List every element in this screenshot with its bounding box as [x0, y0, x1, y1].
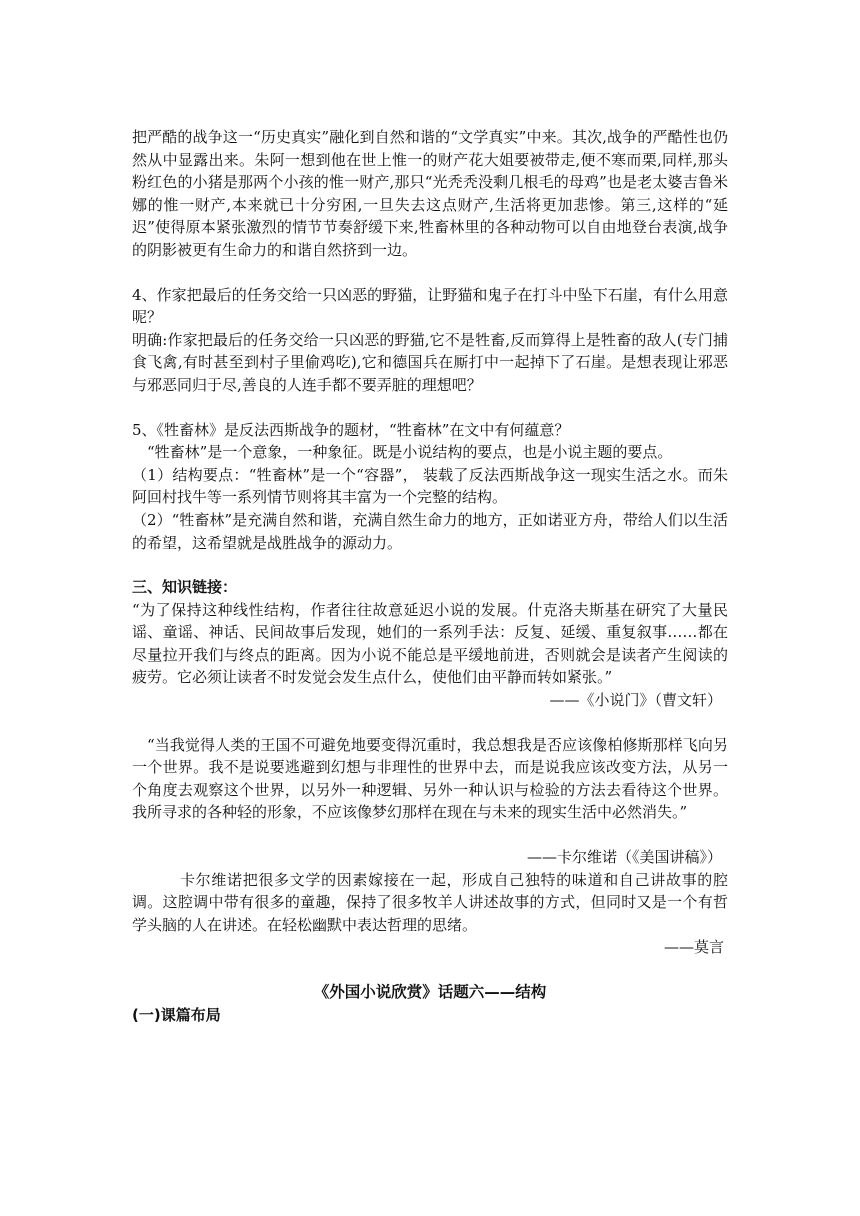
quote-2-source: ——卡尔维诺（《美国讲稿》） — [526, 848, 722, 867]
question-5: 5、《牲畜林》是反法西斯战争的题材，“牲畜林”在文中有何蕴意？ — [132, 420, 570, 439]
quote-1-source: ——《小说门》（曹文轩） — [549, 691, 722, 710]
quote-3: 卡尔维诺把很多文学的因素嫁接在一起，形成自己独特的味道和自己讲故事的腔调。这腔调中带有很多的童趣，保持了很多牧羊人讲述故事的方式，但同时又是一个有哲学头脑的人在讲述。在轻松幽默中表达哲理的思绪。 — [132, 870, 728, 934]
section-3-heading: 三、知识链接： — [132, 578, 238, 597]
answer-5-point-2: （2）“牲畜林”是充满自然和谐，充满自然生命力的地方，正如诺亚方舟，带给人们以生活的希望，这希望就是战胜战争的源动力。 — [132, 510, 728, 552]
quote-1: “为了保持这种线性结构，作者往往故意延迟小说的发展。什克洛夫斯基在研究了大量民谣、童谣、神话、民间故事后发现，她们的一系列手法：反复、延缓、重复叙事……都在尽量拉开我们与终点的距离。因为小说不能总是平缓地前进，否则就会是读者产生阅读的疲劳。它必须让读者不时发觉会发生点什么，使他们由平静而转如紧张。” — [132, 600, 728, 687]
spacer — [132, 959, 728, 981]
question-4: 4、作家把最后的任务交给一只凶恶的野猫，让野猫和鬼子在打斗中坠下石崖，有什么用意呢？ — [132, 285, 728, 327]
spacer — [132, 262, 728, 284]
topic-6-subheading: (一)课篇布局 — [132, 1005, 221, 1024]
spacer — [132, 712, 728, 734]
quote-2: “当我觉得人类的王国不可避免地要变得沉重时，我总想我是否应该像柏修斯那样飞向另一个世界。我不是说要逃避到幻想与非理性的世界中去，而是说我应该改变方法，从另一个角度去观察这个世界，以另外一种逻辑、另外一种认识与检验的方法去看待这个世界。我所寻求的各种轻的形象，不应该像梦幻那样在现在与未来的现实生活中必然消失。” — [132, 735, 728, 822]
answer-5-point-1: （1）结构要点：“牲畜林”是一个“容器”， 装载了反法西斯战争这一现实生活之水。而朱阿回村找牛等一系列情节则将其丰富为一个完整的结构。 — [132, 465, 728, 507]
document-page — [132, 126, 728, 1026]
paragraph-top: 把严酷的战争这一“历史真实”融化到自然和谐的“文学真实”中来。其次,战争的严酷性也仍然从中显露出来。朱阿一想到他在世上惟一的财产花大姐要被带走,便不寒而栗,同样,那头粉红色的小猪是那两个小孩的惟一财产,那只“光秃秃没剩几根毛的母鸡”也是老太婆吉鲁米娜的惟一财产,本来就已十分穷困,一旦失去这点财产,生活将更加悲惨。第三,这样的“延迟”使得原本紧张激烈的情节节奏舒缓下来,牲畜林里的各种动物可以自由地登台表演,战争的阴影被更有生命力的和谐自然挤到一边。 — [132, 128, 728, 259]
spacer — [132, 397, 728, 419]
answer-5-intro: “牲畜林”是一个意象，一种象征。既是小说结构的要点，也是小说主题的要点。 — [147, 443, 673, 462]
spacer — [132, 554, 728, 576]
spacer — [132, 824, 728, 846]
quote-3-source: ——莫言 — [663, 938, 724, 957]
answer-4: 明确:作家把最后的任务交给一只凶恶的野猫,它不是牲畜,反而算得上是牲畜的敌人(专门捕食飞禽,有时甚至到村子里偷鸡吃),它和德国兵在厮打中一起掉下了石崖。是想表现让邪恶与邪恶同归于尽,善良的人连手都不要弄脏的理想吧？ — [132, 330, 728, 394]
topic-6-title: 《外国小说欣赏》话题六——结构 — [313, 983, 547, 1001]
